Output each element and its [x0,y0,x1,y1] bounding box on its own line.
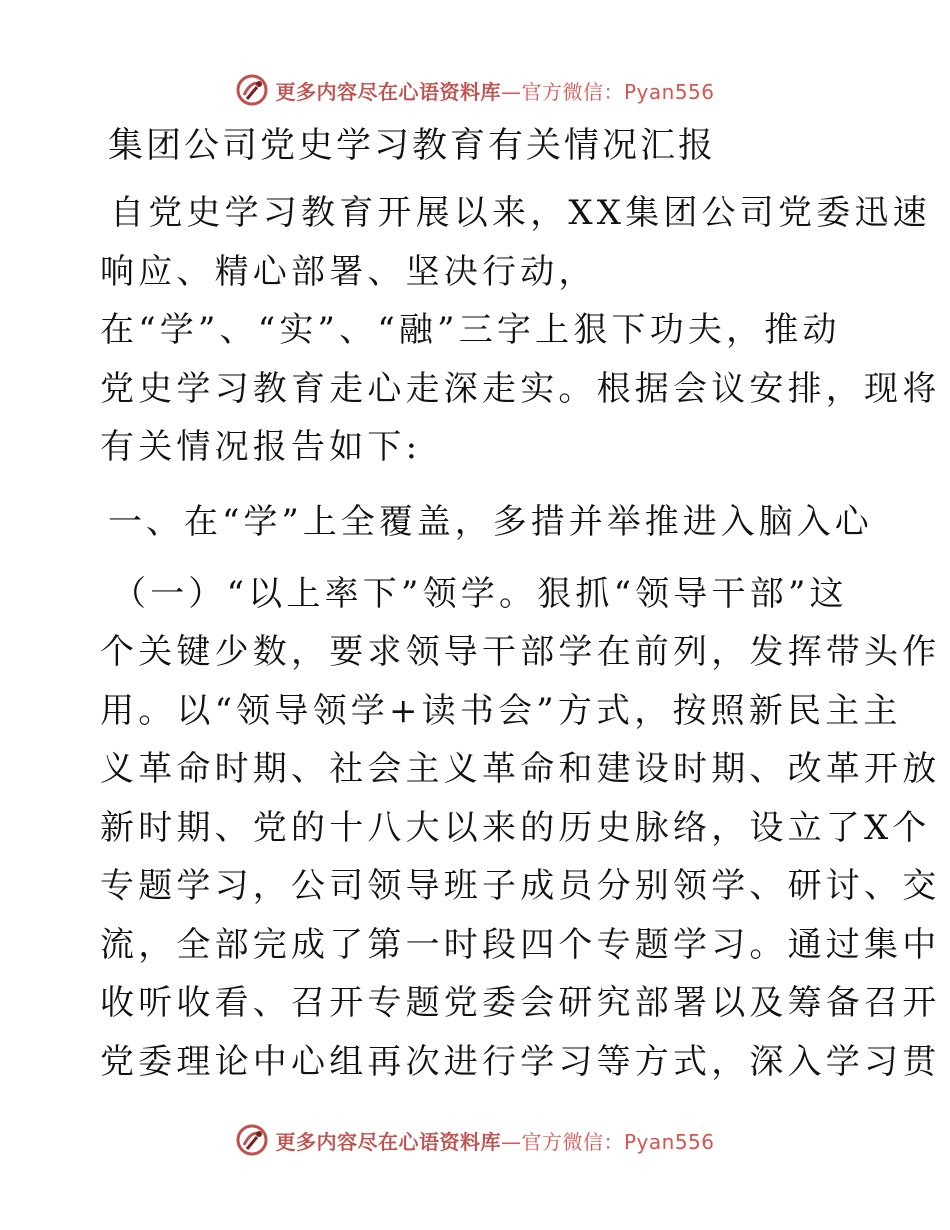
watermark-handle: Pyan556 [623,79,715,104]
watermark-separator: —官方微信： [500,1129,624,1154]
section1-line: 专题学习，公司领导班子成员分别领学、研讨、交 [100,866,941,906]
intro-line: 自党史学习教育开展以来，XX集团公司党委迅速 [110,193,931,233]
watermark-main: 更多内容尽在心语资料库 [275,79,501,104]
document-title: 集团公司党史学习教育有关情况汇报 [108,126,717,166]
watermark-main: 更多内容尽在心语资料库 [275,1129,501,1154]
watermark-header [0,70,950,110]
intro-line: 在“学”、“实”、“融”三字上狠下功夫，推动 [100,310,841,350]
watermark-handle: Pyan556 [623,1129,715,1154]
intro-line: 党史学习教育走心走深走实。根据会议安排，现将 [100,368,941,409]
watermark-text [275,1126,714,1155]
section1-line: 新时期、党的十八大以来的历史脉络，设立了X个 [100,807,931,848]
section1-line: 收听收看、召开专题党委会研究部署以及筹备召开 [100,983,941,1023]
watermark-separator: —官方微信： [500,79,624,104]
section-heading: 一、在“学”上全覆盖，多措并举推进入脑入心 [108,501,873,542]
section1-paragraph [100,565,941,1092]
intro-line: 响应、精心部署、坚决行动， [100,251,597,292]
watermark-footer [0,1120,950,1160]
brand-logo-icon [235,73,269,107]
section1-line: 个关键少数，要求领导干部学在前列，发挥带头作 [100,632,941,672]
intro-paragraph [100,184,941,477]
section1-line: 义革命时期、社会主义革命和建设时期、改革开放 [100,749,941,789]
section1-line: 用。以“领导领学+读书会”方式，按照新民主主 [100,690,902,731]
brand-logo-icon [235,1123,269,1157]
section1-line: 流，全部完成了第一时段四个专题学习。通过集中 [100,924,941,965]
document-body [100,120,941,1091]
section1-line: （一）“以上率下”领学。狠抓“领导干部”这 [112,573,848,614]
intro-line: 有关情况报告如下: [100,427,422,467]
watermark-text [275,76,714,105]
section1-line: 党委理论中心组再次进行学习等方式，深入学习贯 [100,1041,941,1082]
